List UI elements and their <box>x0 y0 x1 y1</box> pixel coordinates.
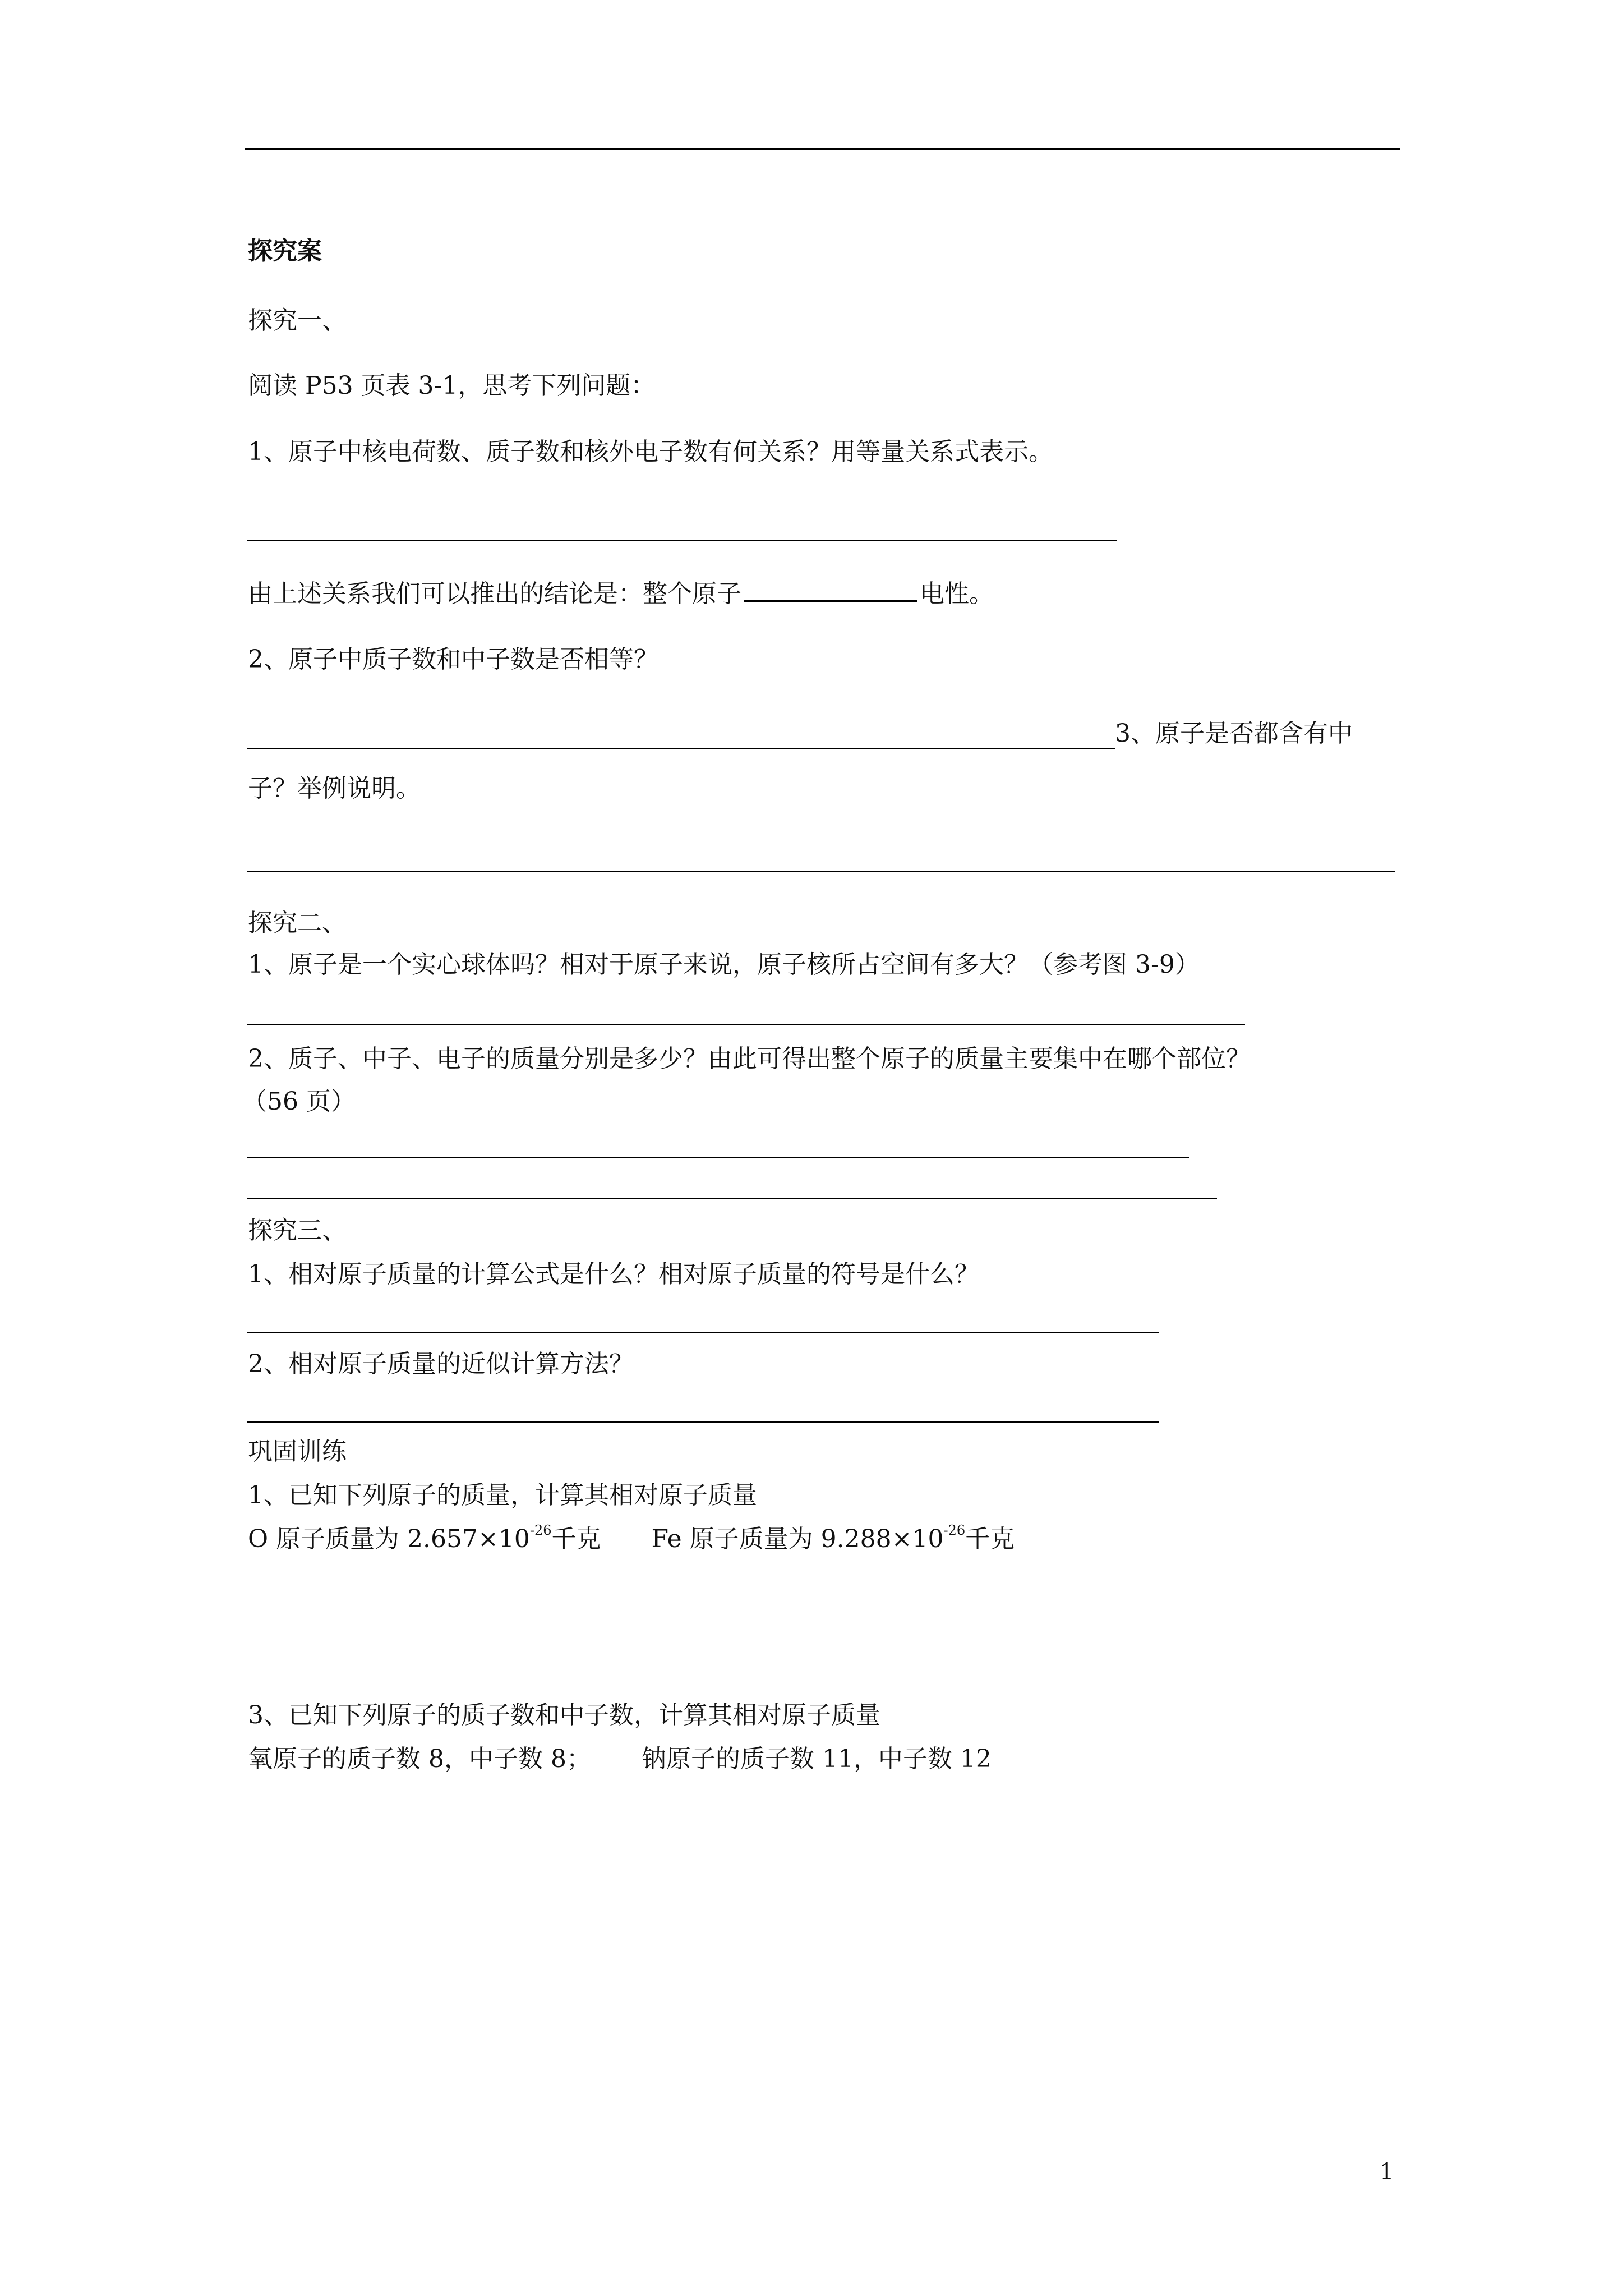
inquiry2-question-2-ref: （56 页） <box>242 1087 356 1116</box>
answer-line <box>247 1332 1159 1333</box>
iron-mass-prefix: Fe 原子质量为 9.288×10 <box>651 1525 944 1553</box>
practice-heading: 巩固训练 <box>248 1437 347 1466</box>
answer-line <box>247 871 1395 872</box>
iron-mass-exponent: -26 <box>943 1522 966 1538</box>
oxygen-mass-exponent: -26 <box>529 1522 552 1538</box>
answer-line <box>247 1421 1159 1423</box>
practice-exercise-3-values <box>248 1747 992 1772</box>
conclusion-blank <box>744 581 917 602</box>
inquiry1-question-3-part1: 3、原子是否都含有中 <box>1115 719 1353 748</box>
inquiry3-question-1: 1、相对原子质量的计算公式是什么？相对原子质量的符号是什么？ <box>248 1260 979 1289</box>
oxygen-mass-unit: 千克 <box>551 1525 601 1553</box>
page-number: 1 <box>1380 2159 1394 2185</box>
inquiry1-question-3-part2: 子？举例说明。 <box>248 774 421 803</box>
header-rule <box>245 148 1400 150</box>
inquiry1-intro: 阅读 P53 页表 3-1，思考下列问题： <box>248 371 656 400</box>
oxygen-mass-prefix: O 原子质量为 2.657×10 <box>248 1525 530 1553</box>
practice-exercise-1-values <box>248 1522 1015 1553</box>
sodium-counts: 钠原子的质子数 11，中子数 12 <box>641 1745 992 1773</box>
inquiry1-question-2: 2、原子中质子数和中子数是否相等？ <box>248 645 658 674</box>
inquiry2-question-2: 2、质子、中子、电子的质量分别是多少？由此可得出整个原子的质量主要集中在哪个部位？ <box>248 1045 1251 1073</box>
inquiry2-question-1: 1、原子是一个实心球体吗？相对于原子来说，原子核所占空间有多大？（参考图 3-9） <box>248 950 1200 979</box>
iron-mass-unit: 千克 <box>965 1525 1015 1553</box>
inquiry1-heading: 探究一、 <box>248 306 347 335</box>
inquiry3-question-2: 2、相对原子质量的近似计算方法？ <box>248 1350 634 1378</box>
answer-line <box>247 1157 1189 1158</box>
answer-line <box>247 540 1117 541</box>
inquiry2-heading: 探究二、 <box>248 909 347 937</box>
answer-line <box>247 1024 1245 1025</box>
oxygen-counts: 氧原子的质子数 8，中子数 8； <box>248 1745 591 1773</box>
inquiry1-conclusion <box>248 581 994 606</box>
practice-exercise-1: 1、已知下列原子的质量，计算其相对原子质量 <box>248 1481 757 1510</box>
answer-line <box>247 1198 1217 1199</box>
inquiry1-question-1: 1、原子中核电荷数、质子数和核外电子数有何关系？用等量关系式表示。 <box>248 438 1053 466</box>
practice-exercise-3: 3、已知下列原子的质子数和中子数，计算其相对原子质量 <box>248 1701 880 1729</box>
section-title: 探究案 <box>248 237 322 265</box>
conclusion-prefix: 由上述关系我们可以推出的结论是：整个原子 <box>248 579 741 608</box>
inquiry3-heading: 探究三、 <box>248 1216 347 1245</box>
answer-line <box>247 748 1115 749</box>
conclusion-suffix: 电性。 <box>920 579 994 608</box>
